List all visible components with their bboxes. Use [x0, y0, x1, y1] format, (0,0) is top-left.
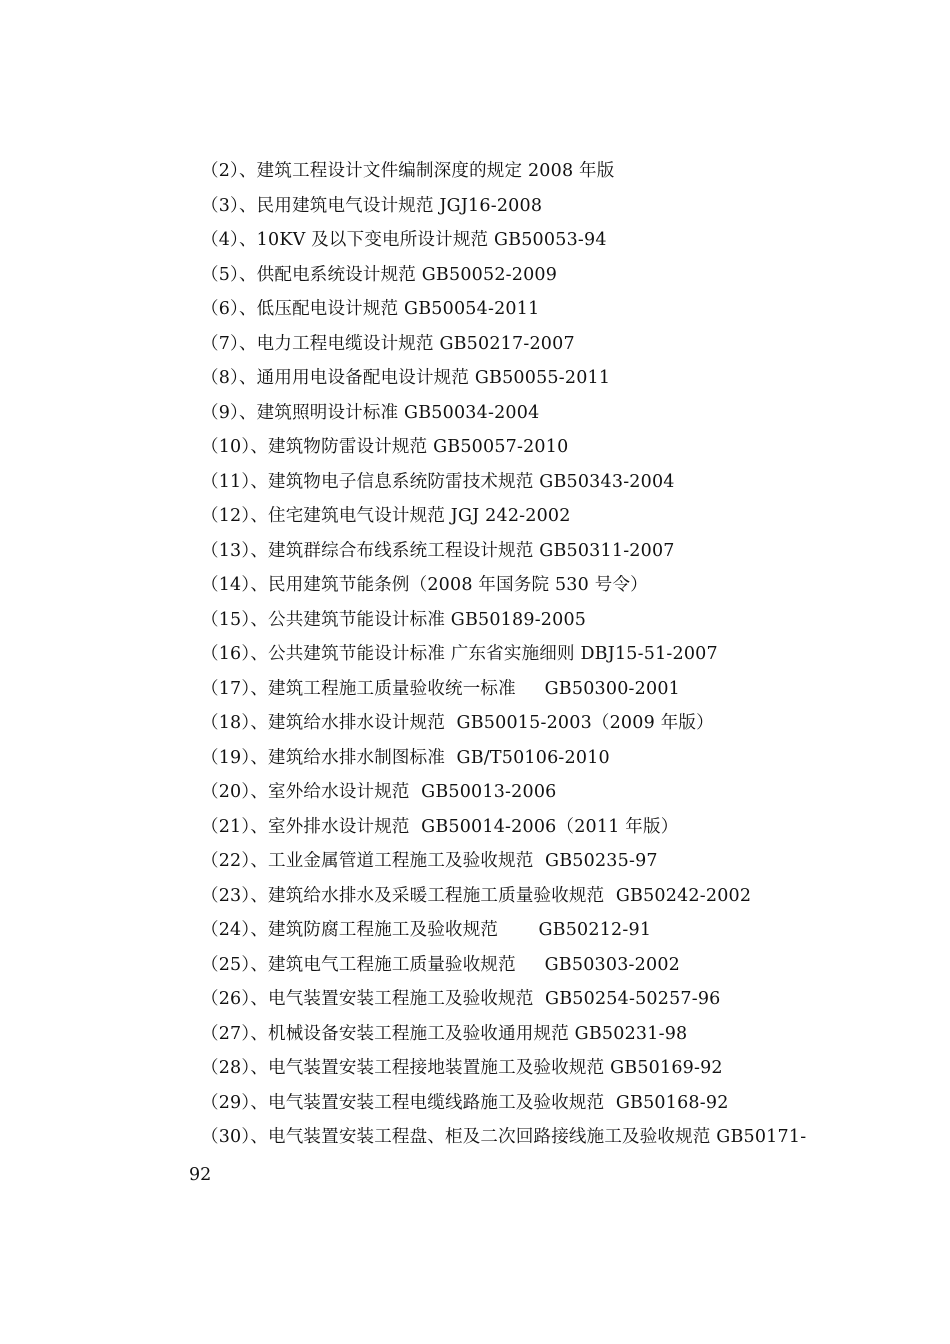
- list-item: （27）、机械设备安装工程施工及验收通用规范 GB50231-98: [201, 1023, 688, 1044]
- list-item: （17）、建筑工程施工质量验收统一标准 GB50300-2001: [201, 678, 680, 699]
- list-item: （12）、住宅建筑电气设计规范 JGJ 242-2002: [201, 506, 571, 526]
- list-item: （10）、建筑物防雷设计规范 GB50057-2010: [201, 437, 569, 457]
- list-item: （22）、工业金属管道工程施工及验收规范 GB50235-97: [201, 851, 658, 871]
- standards-list: [201, 156, 901, 1152]
- list-item: （5）、供配电系统设计规范 GB50052-2009: [201, 264, 558, 285]
- list-item: （24）、建筑防腐工程施工及验收规范 GB50212-91: [201, 920, 652, 940]
- list-item: （19）、建筑给水排水制图标准 GB/T50106-2010: [201, 747, 610, 768]
- list-item: （20）、室外给水设计规范 GB50013-2006: [201, 782, 557, 802]
- list-item: （8）、通用用电设备配电设计规范 GB50055-2011: [201, 368, 611, 388]
- list-item-continuation: 92: [189, 1165, 212, 1185]
- list-item: （15）、公共建筑节能设计标准 GB50189-2005: [201, 609, 587, 630]
- list-item: （28）、电气装置安装工程接地装置施工及验收规范 GB50169-92: [201, 1058, 723, 1078]
- list-item: （7）、电力工程电缆设计规范 GB50217-2007: [201, 333, 575, 354]
- list-item: （6）、低压配电设计规范 GB50054-2011: [201, 299, 540, 319]
- list-item: （30）、电气装置安装工程盘、柜及二次回路接线施工及验收规范 GB50171-: [201, 1127, 807, 1147]
- list-item: （21）、室外排水设计规范 GB50014-2006（2011 年版）: [201, 816, 679, 837]
- list-item: （23）、建筑给水排水及采暖工程施工质量验收规范 GB50242-2002: [201, 885, 752, 906]
- list-item: （9）、建筑照明设计标准 GB50034-2004: [201, 402, 540, 423]
- list-item: （16）、公共建筑节能设计标准 广东省实施细则 DBJ15-51-2007: [201, 644, 718, 664]
- list-item: （18）、建筑给水排水设计规范 GB50015-2003（2009 年版）: [201, 713, 714, 733]
- list-item: （29）、电气装置安装工程电缆线路施工及验收规范 GB50168-92: [201, 1092, 729, 1113]
- list-item: （14）、民用建筑节能条例（2008 年国务院 530 号令）: [201, 575, 648, 595]
- list-item: （26）、电气装置安装工程施工及验收规范 GB50254-50257-96: [201, 989, 721, 1009]
- list-item: （13）、建筑群综合布线系统工程设计规范 GB50311-2007: [201, 540, 675, 561]
- list-item: （4）、10KV 及以下变电所设计规范 GB50053-94: [201, 230, 607, 250]
- list-item: （11）、建筑物电子信息系统防雷技术规范 GB50343-2004: [201, 471, 675, 492]
- list-item: （2）、建筑工程设计文件编制深度的规定 2008 年版: [201, 161, 615, 181]
- list-item: （25）、建筑电气工程施工质量验收规范 GB50303-2002: [201, 954, 680, 975]
- list-item: （3）、民用建筑电气设计规范 JGJ16-2008: [201, 195, 543, 216]
